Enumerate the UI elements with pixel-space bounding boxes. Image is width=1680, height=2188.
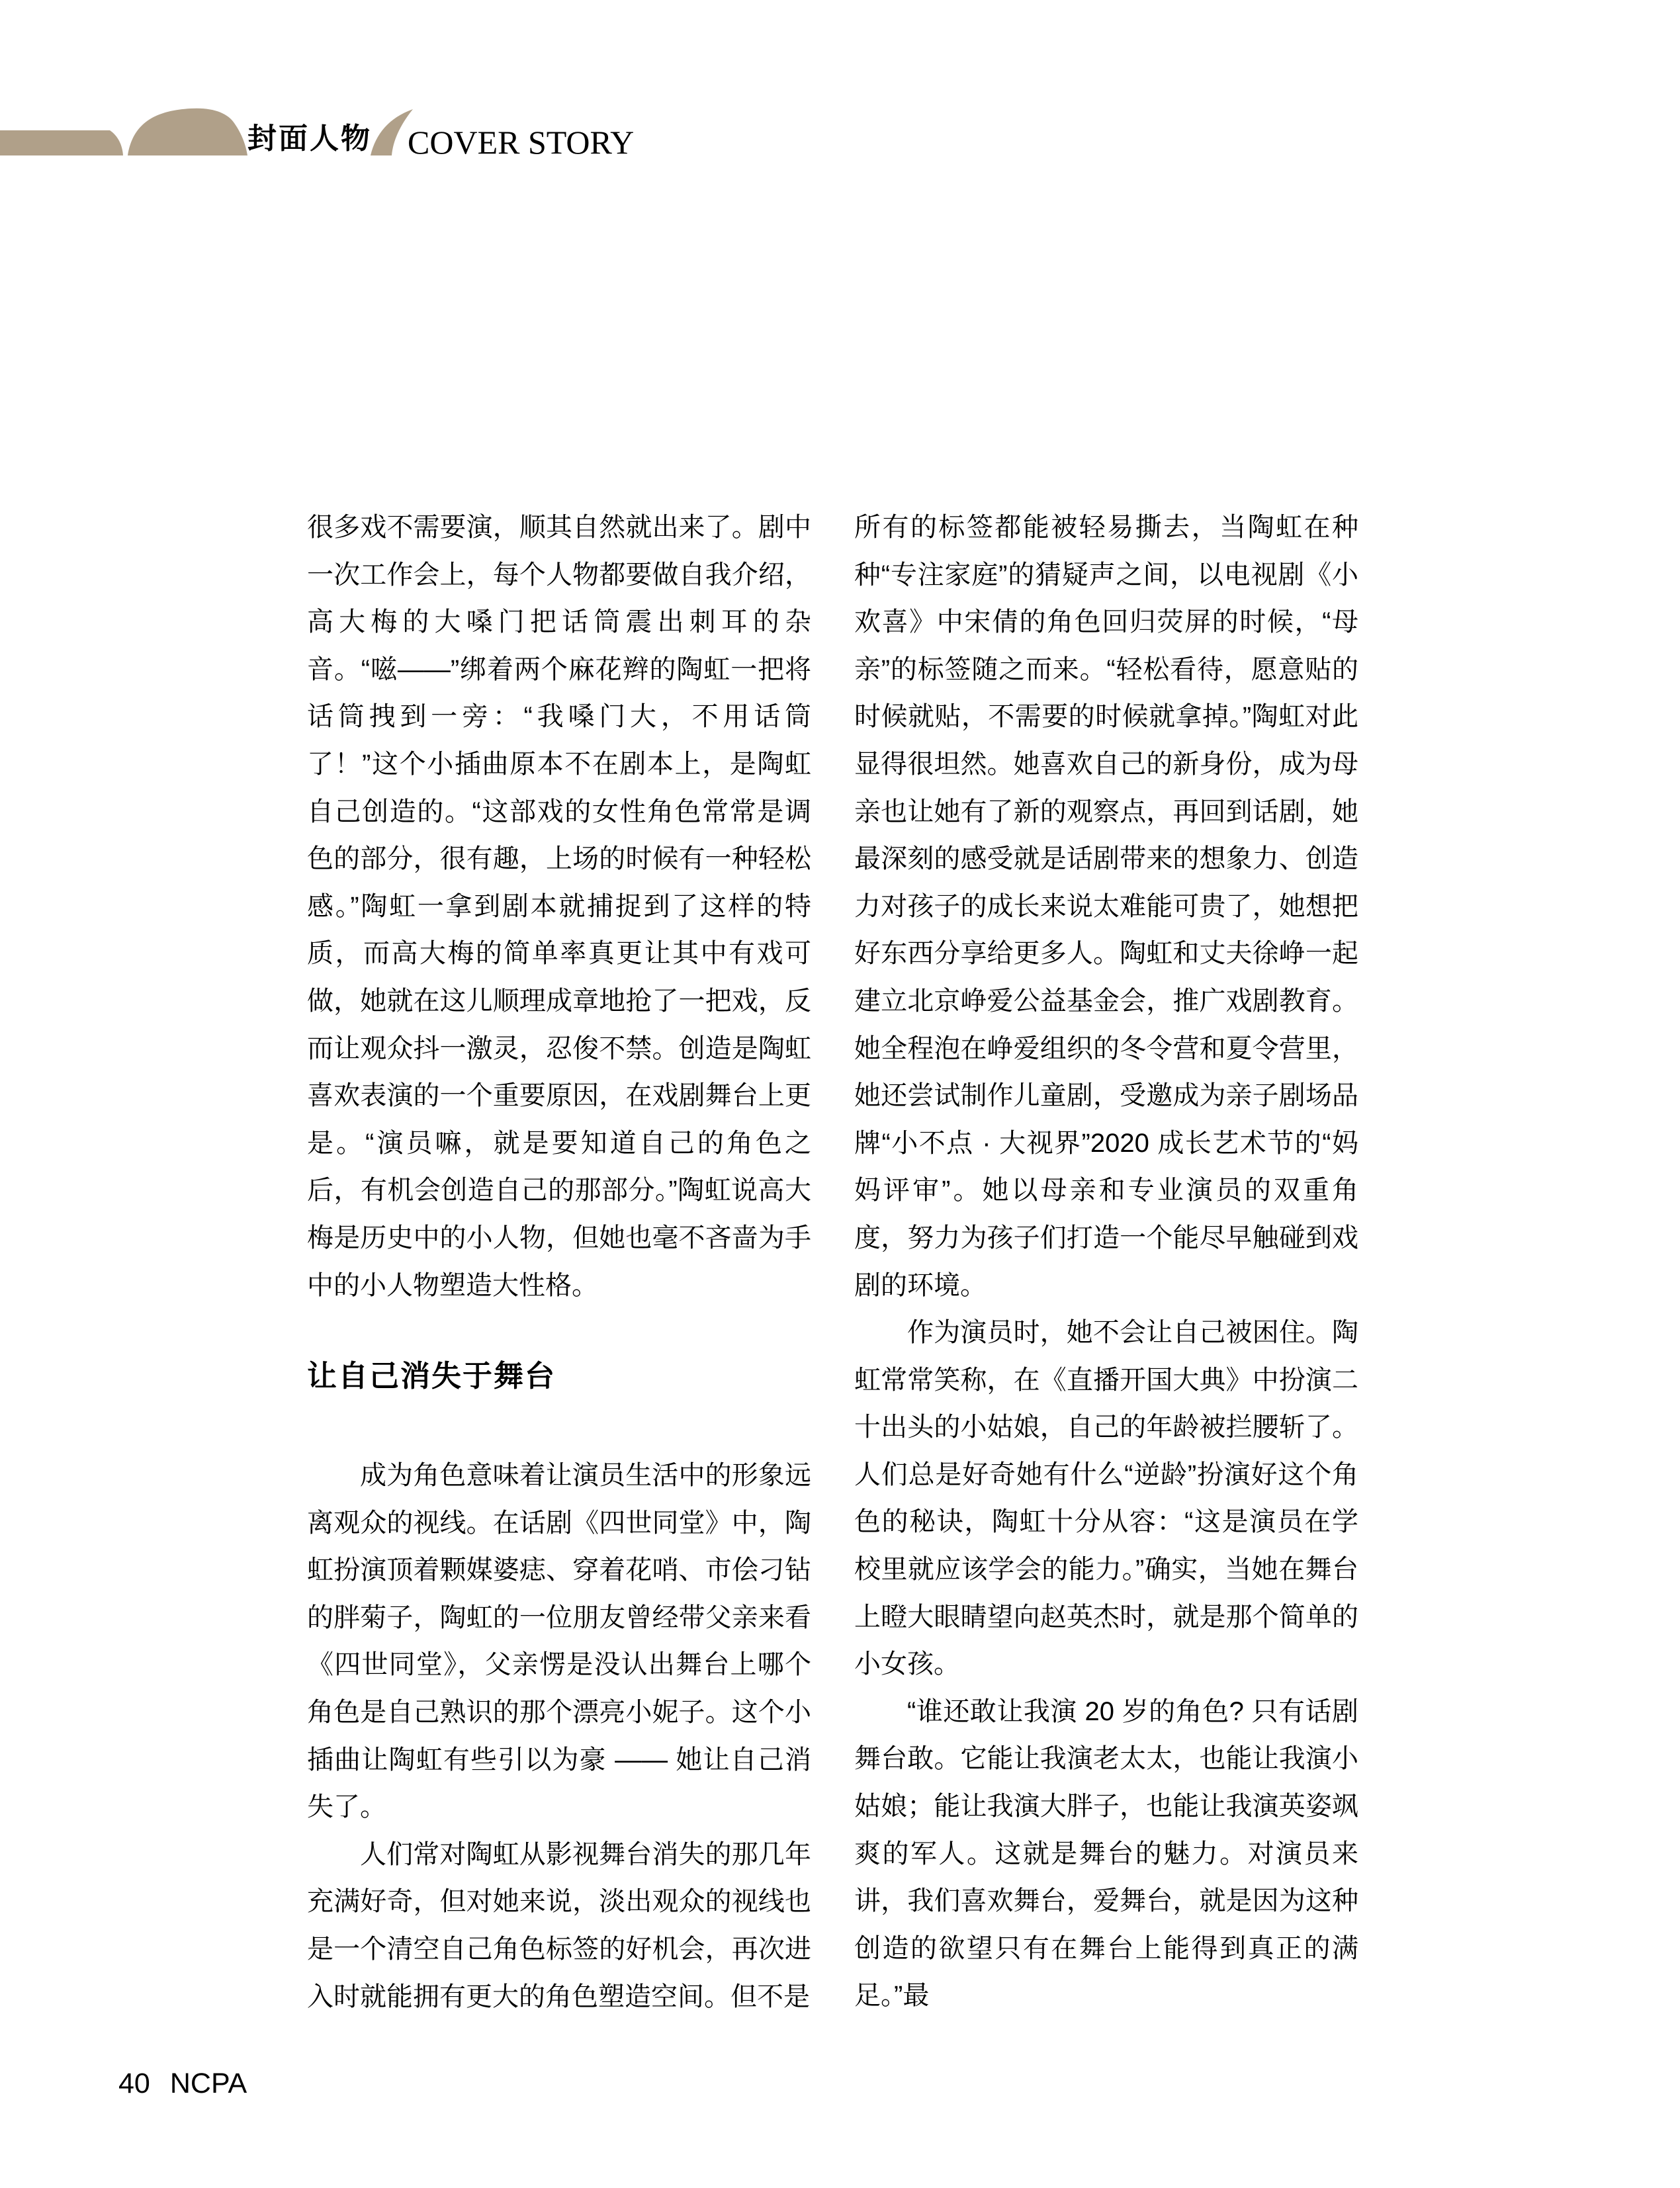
left-paragraph-1: 很多戏不需要演，顺其自然就出来了。剧中一次工作会上，每个人物都要做自我介绍，高大梅的大嗓门把话筒震出刺耳的杂音。“嗞——”绑着两个麻花辫的陶虹一把将话筒拽到一旁：“我嗓门大，不用话筒了！”这个小插曲原本不在剧本上，是陶虹自己创造的。“这部戏的女性角色常常是调色的部分，很有趣，上场的时候有一种轻松感。”陶虹一拿到剧本就捕捉到了这样的特质，而高大梅的简单率真更让其中有戏可做，她就在这儿顺理成章地抢了一把戏，反而让观众抖一激灵，忍俊不禁。创造是陶虹喜欢表演的一个重要原因，在戏剧舞台上更是。“演员嘛，就是要知道自己的角色之后，有机会创造自己的那部分。”陶虹说高大梅是历史中的小人物，但她也毫不吝啬为手中的小人物塑造大性格。 xyxy=(307,513,811,1300)
left-column xyxy=(307,504,811,2021)
right-column xyxy=(854,504,1358,2020)
page-footer xyxy=(118,2067,247,2100)
right-paragraph-3: “谁还敢让我演 20 岁的角色? 只有话剧舞台敢。它能让我演老太太，也能让我演小姑娘；能让我演大胖子，也能让我演英姿飒爽的军人。这就是舞台的魅力。对演员来讲，我们喜欢舞台，爱舞台，就是因为这种创造的欲望只有在舞台上能得到真正的满足。”最 xyxy=(854,1696,1358,2011)
section-title-zh: 封面人物 xyxy=(247,122,372,155)
header-swoosh-shape xyxy=(371,109,413,155)
header-sail-shape xyxy=(128,109,247,155)
subheading: 让自己消失于舞台 xyxy=(307,1359,556,1393)
right-paragraph-2: 作为演员时，她不会让自己被困住。陶虹常常笑称，在《直播开国大典》中扮演二十出头的小姑娘，自己的年龄被拦腰斩了。人们总是好奇她有什么“逆龄”扮演好这个角色的秘诀，陶虹十分从容：“这是演员在学校里就应该学会的能力。”确实，当她在舞台上瞪大眼睛望向赵英杰时，就是那个简单的小女孩。 xyxy=(854,1318,1358,1679)
magazine-name: NCPA xyxy=(169,2068,247,2099)
header-ornament xyxy=(0,0,648,198)
left-paragraph-2: 成为角色意味着让演员生活中的形象远离观众的视线。在话剧《四世同堂》中，陶虹扮演顶着颗媒婆痣、穿着花哨、市侩刁钻的胖菊子，陶虹的一位朋友曾经带父亲来看《四世同堂》，父亲愣是没认出舞台上哪个角色是自己熟识的那个漂亮小妮子。这个小插曲让陶虹有些引以为豪 —— 她让自己消失了。 xyxy=(307,1461,811,1822)
header-bar-shape xyxy=(0,130,123,155)
right-paragraph-1: 所有的标签都能被轻易撕去，当陶虹在种种“专注家庭”的猜疑声之间，以电视剧《小欢喜》中宋倩的角色回归荧屏的时候，“母亲”的标签随之而来。“轻松看待，愿意贴的时候就贴，不需要的时候就拿掉。”陶虹对此显得很坦然。她喜欢自己的新身份，成为母亲也让她有了新的观察点，再回到话剧，她最深刻的感受就是话剧带来的想象力、创造力对孩子的成长来说太难能可贵了，她想把好东西分享给更多人。陶虹和丈夫徐峥一起建立北京峥爱公益基金会，推广戏剧教育。她全程泡在峥爱组织的冬令营和夏令营里，她还尝试制作儿童剧，受邀成为亲子剧场品牌“小不点 · 大视界”2020 成长艺术节的“妈妈评审”。她以母亲和专业演员的双重角度，努力为孩子们打造一个能尽早触碰到戏剧的环境。 xyxy=(854,513,1358,1300)
page-number: 40 xyxy=(118,2068,150,2099)
section-title-en: COVER STORY xyxy=(408,124,635,161)
left-paragraph-3: 人们常对陶虹从影视舞台消失的那几年充满好奇，但对她来说，淡出观众的视线也是一个清空自己角色标签的好机会，再次进入时就能拥有更大的角色塑造空间。但不是 xyxy=(307,1839,811,2011)
